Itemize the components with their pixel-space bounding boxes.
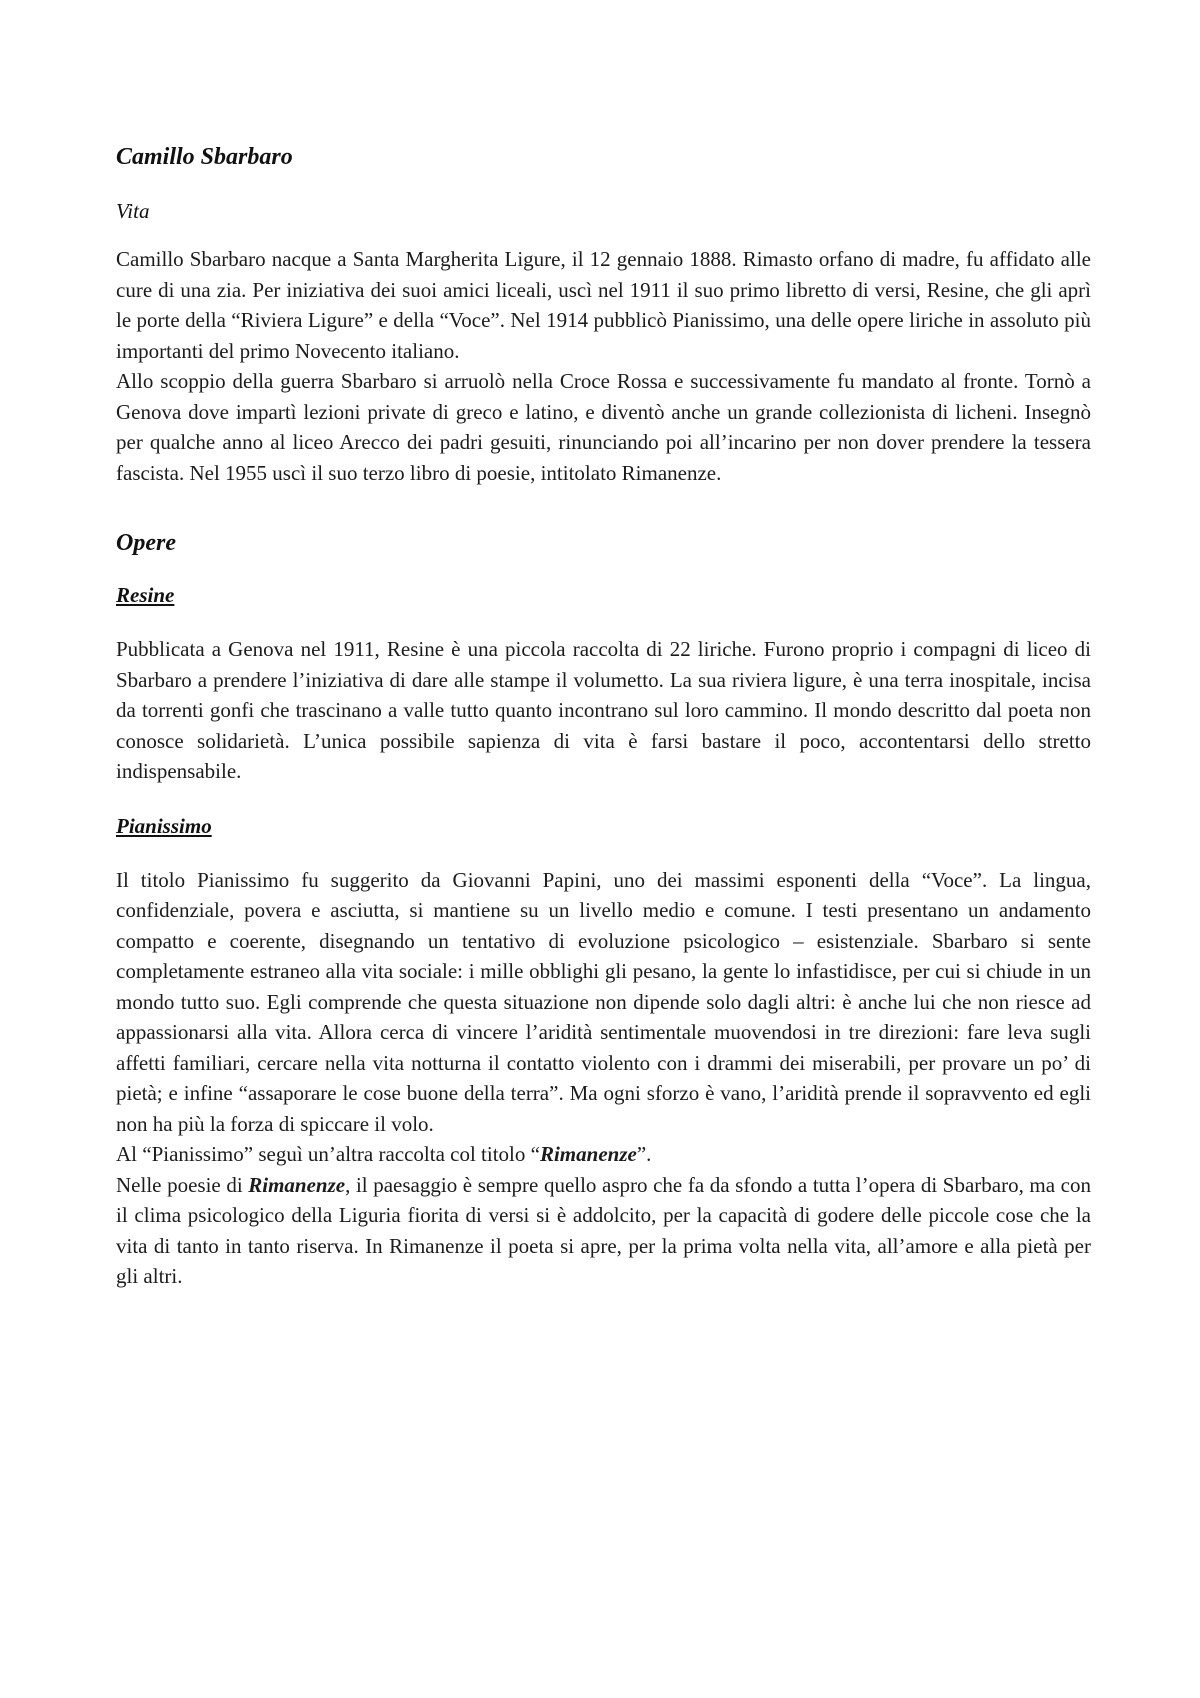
rimanenze-intro-suffix: ”. xyxy=(636,1142,652,1166)
resine-heading: Resine xyxy=(116,583,175,607)
rimanenze-paragraph xyxy=(116,1170,1091,1292)
vita-paragraph-1: Camillo Sbarbaro nacque a Santa Margherita Ligure, il 12 gennaio 1888. Rimasto orfano di madre, fu affidato alle cure di una zia. Per iniziativa dei suoi amici liceali, uscì nel 1911 il suo primo libretto di versi, Resine, che gli aprì le porte della “Riviera Ligure” e della “Voce”. Nel 1914 pubblicò Pianissimo, una delle opere liriche in assoluto più importanti del primo Novecento italiano. xyxy=(116,247,1091,363)
rimanenze-intro-prefix: Al “Pianissimo” seguì un’altra raccolta col titolo “ xyxy=(116,1142,540,1166)
rimanenze-paragraph-emph: Rimanenze xyxy=(248,1172,346,1197)
document-page xyxy=(116,140,1091,1292)
pianissimo-heading: Pianissimo xyxy=(116,813,212,838)
resine-paragraph: Pubblicata a Genova nel 1911, Resine è una piccola raccolta di 22 liriche. Furono proprio i compagni di liceo di Sbarbaro a prendere l’iniziativa di dare alle stampe il volumetto. La sua riviera ligure, è una terra inospitale, incisa da torrenti gonfi che trascinano a valle tutto quanto incontrano sul loro cammino. Il mondo descritto dal poeta non conosce solidarietà. L’unica possibile sapienza di vita è farsi bastare il poco, accontentarsi dello stretto indispensabile. xyxy=(116,637,1091,783)
vita-heading: Vita xyxy=(116,199,150,223)
rimanenze-paragraph-suffix: , il paesaggio è sempre quello aspro che fa da sfondo a tutta l’opera di Sbarbaro, ma con il clima psicologico della Liguria fiorita di versi si è addolcito, per la capacità di godere delle piccole cose che la vita di tanto in tanto riserva. In Rimanenze il poeta si apre, per la prima volta nella vita, all’amore e alla pietà per gli altri. xyxy=(116,1172,1091,1288)
rimanenze-intro-line xyxy=(116,1139,1091,1170)
vita-paragraph-2: Allo scoppio della guerra Sbarbaro si arruolò nella Croce Rossa e successivamente fu mandato al fronte. Tornò a Genova dove impartì lezioni private di greco e latino, e diventò anche un grande collezionista di licheni. Insegnò per qualche anno al liceo Arecco dei padri gesuiti, rinunciando poi all’incarino per non dover prendere la tessera fascista. Nel 1955 uscì il suo terzo libro di poesie, intitolato Rimanenze. xyxy=(116,369,1091,485)
pianissimo-paragraph: Il titolo Pianissimo fu suggerito da Giovanni Papini, uno dei massimi esponenti della “Voce”. La lingua, confidenziale, povera e asciutta, si mantiene su un livello medio e comune. I testi presentano un andamento compatto e coerente, disegnando un tentativo di evoluzione psicologico – esistenziale. Sbarbaro si sente completamente estraneo alla vita sociale: i mille obblighi gli pesano, la gente lo infastidisce, per cui si chiude in un mondo tutto suo. Egli comprende che questa situazione non dipende solo dagli altri: è anche lui che non riesce ad appassionarsi alla vita. Allora cerca di vincere l’aridità sentimentale muovendosi in tre direzioni: fare leva sugli affetti familiari, cercare nella vita notturna il contatto violento con i drammi dei miserabili, per provare un po’ di pietà; e infine “assaporare le cose buone della terra”. Ma ogni sforzo è vano, l’aridità prende il sopravvento ed egli non ha più la forza di spiccare il volo. xyxy=(116,867,1091,1136)
document-title: Camillo Sbarbaro xyxy=(116,144,293,170)
rimanenze-title-emph: Rimanenze xyxy=(539,1142,637,1166)
rimanenze-paragraph-prefix: Nelle poesie di xyxy=(116,1172,249,1197)
opere-heading: Opere xyxy=(116,530,176,556)
